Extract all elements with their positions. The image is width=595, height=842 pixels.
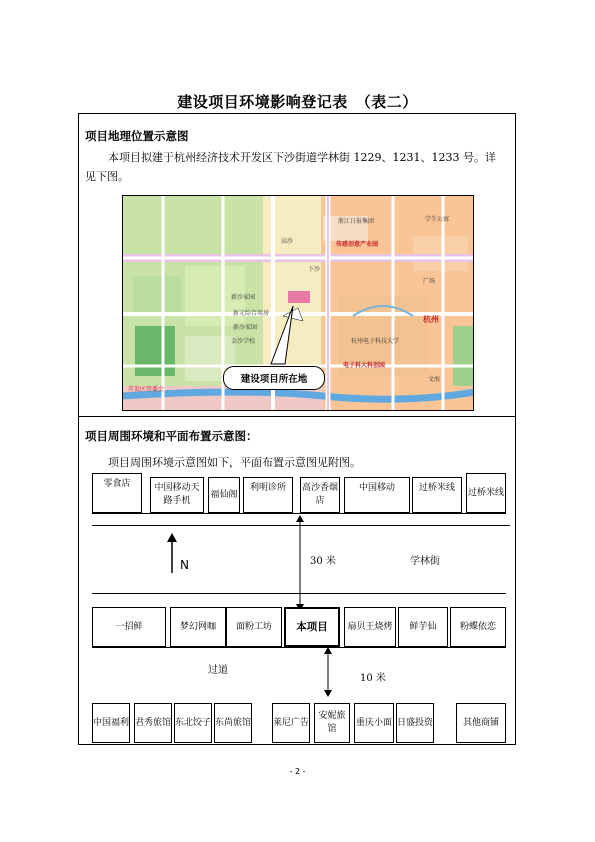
- shop-middle-5: 扇贝王烧烤: [344, 607, 396, 647]
- map-label-industry-park: 传感创意产业园: [336, 241, 379, 248]
- north-arrow-icon: [162, 533, 182, 575]
- project-location-callout: 建设项目所在地: [223, 366, 325, 390]
- shop-south-8: 日盛投资: [396, 703, 434, 743]
- shop-north-6: 中国移动: [344, 477, 410, 513]
- surroundings-diagram: [92, 473, 506, 745]
- shop-middle-7: 粉蝶依恋: [450, 607, 506, 647]
- shop-north-7: 过桥米线: [412, 477, 462, 513]
- map-label-ecommerce-park: 电子科大科创园: [343, 362, 386, 369]
- map-label-xinsha-home: 新沙家园: [231, 294, 256, 301]
- shop-middle-2: 梦幻网咖: [170, 607, 226, 647]
- map-label-zone: 新元综合用房: [233, 310, 270, 317]
- distance-arrow-south: [320, 647, 336, 697]
- map-label-plaza: 广场: [423, 278, 436, 285]
- page-number: - 2 -: [289, 767, 306, 776]
- shop-north-5: 高沙香烟店: [300, 477, 340, 513]
- location-text-line1: 本项目拟建于杭州经济技术开发区下沙街道学林街 1229、1231、1233 号。详: [108, 151, 496, 164]
- map-label-xinsha-home2: 新沙家园: [233, 324, 258, 331]
- map-label-hangzhou: 杭州: [423, 315, 439, 324]
- shop-north-3: 福仙阁: [208, 477, 240, 513]
- distance-arrow-north: [292, 515, 308, 611]
- surroundings-text: 项目周围环境示意图如下，平面布置示意图见附图。: [108, 456, 361, 469]
- location-text-line2: 见下图。: [85, 170, 129, 183]
- shop-north-1: 零食店: [92, 473, 142, 513]
- section-divider: [78, 416, 516, 417]
- distance-north-label: 30 米: [310, 556, 336, 567]
- page-title: 建设项目环境影响登记表 （表二）: [177, 93, 418, 111]
- street-edge-north: [92, 513, 506, 514]
- shop-south-4: 东尚旅馆: [214, 703, 252, 743]
- street-name-label: 学林街: [410, 556, 440, 567]
- shop-middle-6: 鲜芋仙: [398, 607, 448, 647]
- location-map: [122, 195, 474, 411]
- map-label-xiasha: 下沙: [308, 266, 321, 273]
- map-label-hdu: 杭州电子科技大学: [351, 338, 400, 345]
- shop-south-9: 其他商铺: [456, 703, 506, 743]
- shop-south-6: 安妮旅馆: [314, 703, 350, 743]
- map-label-zhejiang-daily: 浙江日报集团: [338, 218, 375, 225]
- distance-south-label: 10 米: [360, 673, 386, 684]
- map-label-jinsha-school: 金沙学校: [231, 338, 256, 345]
- passage-label: 过道: [208, 665, 228, 676]
- passage-line: [92, 647, 506, 648]
- section-location-heading: 项目地理位置示意图: [85, 129, 189, 143]
- shop-south-5: 莱尼广告: [272, 703, 310, 743]
- shop-north-4: 利明诊所: [243, 477, 293, 513]
- north-label: N: [180, 558, 189, 572]
- section-surroundings-heading: 项目周围环境和平面布置示意图：: [85, 429, 258, 443]
- shop-north-2: 中国移动天路手机: [150, 477, 204, 513]
- map-label-xueyuan: 学生公寓: [425, 216, 450, 223]
- shop-south-1: 中国福利: [92, 703, 130, 743]
- project-site-box: 本项目: [284, 607, 340, 647]
- shop-north-8: 过桥米线: [466, 473, 506, 513]
- map-label-wenhai: 文海: [428, 376, 441, 383]
- shop-middle-3: 面粉工坊: [226, 607, 282, 647]
- shop-south-2: 君秀旅馆: [134, 703, 172, 743]
- map-label-gaosha: 高沙: [281, 238, 294, 245]
- shop-south-3: 东北饺子: [174, 703, 212, 743]
- map-label-mgmt: 开发区管委会: [128, 386, 165, 393]
- shop-middle-1: 一招鲜: [92, 607, 166, 647]
- shop-south-7: 重庆小面: [354, 703, 394, 743]
